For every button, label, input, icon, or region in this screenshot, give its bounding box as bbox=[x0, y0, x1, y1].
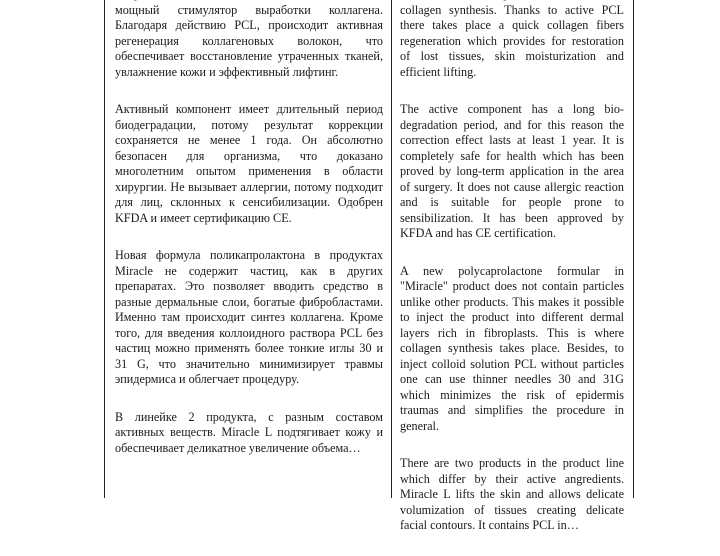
english-paragraph-4: There are two products in the product line which differ by their active angredients. Miracle L lifts the skin and allows delicate volumization of tissues creating delicate facial contours. It contains PCL in… bbox=[400, 456, 624, 532]
russian-column bbox=[115, 0, 383, 478]
english-paragraph-3: A new polycaprolactone formular in "Miracle" product does not contain particles unlike other products. This makes it possible to inject the product into different dermal layers rich in fibroplasts. This is where collagen synthesis takes place. Besides, to inject colloid solution PCL without particles one can use thinner needles 30 and 31G which minimizes the risk of epidermis traumas and simplifies the procedure in general. bbox=[400, 263, 624, 433]
english-paragraph-1: collagen synthesis. Thanks to active PCL there takes place a quick collagen fibers regeneration which provides for restoration of lost tissues, skin moisturization and efficient lifting. bbox=[400, 2, 624, 79]
russian-paragraph-4: В линейке 2 продукта, с разным составом активных веществ. Miracle L подтягивает кожу и обеспечивает деликатное увеличение объема… bbox=[115, 409, 383, 455]
russian-paragraph-2: Активный компонент имеет длительный период биодеградации, потому результат коррекции сохраняется не менее 1 года. Он абсолютно безопасен для организма, что доказано многолетним опытом применения в области хирургии. Не вызывает аллергии, потому подходит для лиц, склонных к сенсибилизации. Одобрен KFDA и имеет сертификацию CE. bbox=[115, 102, 383, 225]
english-column bbox=[400, 0, 624, 556]
russian-paragraph-3: Новая формула поликапролактона в продуктах Miracle не содержит частиц, как в других препаратах. Это позволяет вводить средство в разные дермальные слои, богатые фибробластами. Именно там происходит синтез коллагена. Кроме того, для введения коллоидного раствора PCL без частиц можно применять более тонкие иглы 30 и 31 G, что значительно минимизирует травмы эпидермиса и облегчает процедуру. bbox=[115, 248, 383, 386]
english-paragraph-2: The active component has a long bio-degradation period, and for this reason the correction effect lasts at least 1 year. It is completely safe for health which has been proved by long-term application in the area of surgery. It does not cause allergic reaction and is suitable for people prone to sensibilization. It has been approved by KFDA and has CE certification. bbox=[400, 102, 624, 240]
column-divider bbox=[391, 0, 392, 498]
russian-paragraph-1: мощный стимулятор выработки коллагена. Благодаря действию PCL, происходит активная регенерация коллагеновых волокон, что обеспечивает восстановление утраченных тканей, увлажнение кожи и эффективный лифтинг. bbox=[115, 2, 383, 79]
